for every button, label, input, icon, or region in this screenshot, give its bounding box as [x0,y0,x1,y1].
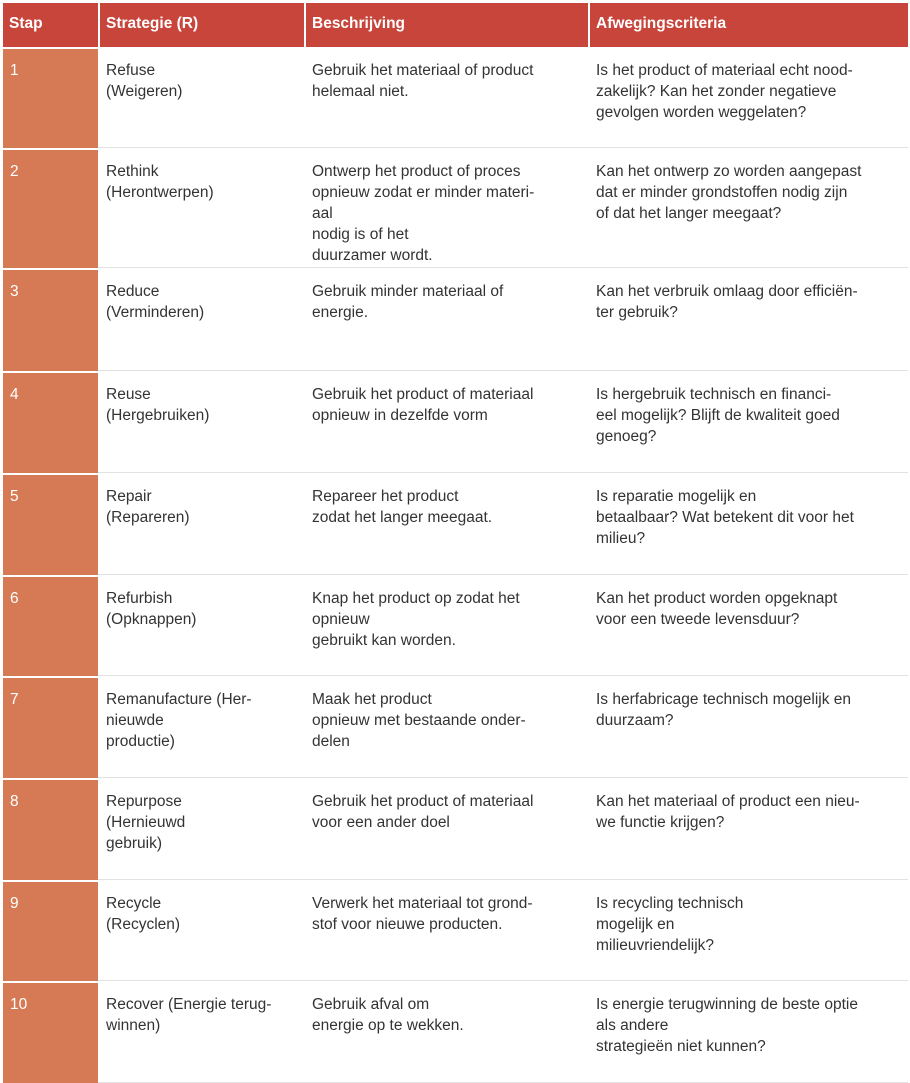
strategy-cell: Reduce (Verminderen) [98,270,304,371]
criteria-cell: Kan het ontwerp zo worden aangepast dat er minder grondstoffen nodig zijn of dat het langer meegaat? [588,150,908,268]
criteria-cell: Is energie terugwinning de beste optie als andere strategieën niet kunnen? [588,983,908,1083]
criteria-cell: Is herfabricage technisch mogelijk en duurzaam? [588,678,908,778]
description-cell: Gebruik het materiaal of product helemaal niet. [304,49,588,148]
description-cell: Gebruik afval om energie op te wekken. [304,983,588,1083]
description-cell: Gebruik minder materiaal of energie. [304,270,588,371]
criteria-cell: Kan het verbruik omlaag door efficiën- ter gebruik? [588,270,908,371]
header-afwegingscriteria: Afwegingscriteria [588,3,908,47]
step-number: 6 [3,577,98,676]
step-number: 4 [3,373,98,473]
description-cell: Verwerk het materiaal tot grond- stof voor nieuwe producten. [304,882,588,981]
criteria-cell: Kan het product worden opgeknapt voor een tweede levensduur? [588,577,908,676]
r-strategies-table [3,3,908,1063]
step-number: 5 [3,475,98,575]
header-beschrijving: Beschrijving [304,3,588,47]
strategy-cell: Rethink (Herontwerpen) [98,150,304,268]
strategy-cell: Refurbish (Opknappen) [98,577,304,676]
step-number: 1 [3,49,98,148]
step-number: 7 [3,678,98,778]
strategy-cell: Recycle (Recyclen) [98,882,304,981]
strategy-cell: Reuse (Hergebruiken) [98,373,304,473]
criteria-cell: Is hergebruik technisch en financi- eel mogelijk? Blijft de kwaliteit goed genoeg? [588,373,908,473]
criteria-cell: Kan het materiaal of product een nieu- we functie krijgen? [588,780,908,880]
strategy-cell: Refuse (Weigeren) [98,49,304,148]
strategy-cell: Recover (Energie terug- winnen) [98,983,304,1083]
description-cell: Repareer het product zodat het langer meegaat. [304,475,588,575]
description-cell: Knap het product op zodat het opnieuw gebruikt kan worden. [304,577,588,676]
step-number: 8 [3,780,98,880]
description-cell: Gebruik het product of materiaal opnieuw in dezelfde vorm [304,373,588,473]
description-cell: Gebruik het product of materiaal voor een ander doel [304,780,588,880]
strategy-cell: Repair (Repareren) [98,475,304,575]
description-cell: Ontwerp het product of proces opnieuw zodat er minder materi- aal nodig is of het duurzamer wordt. [304,150,588,268]
header-strategie: Strategie (R) [98,3,304,47]
criteria-cell: Is het product of materiaal echt nood- zakelijk? Kan het zonder negatieve gevolgen worden weggelaten? [588,49,908,148]
step-number: 2 [3,150,98,268]
step-number: 3 [3,270,98,371]
step-number: 10 [3,983,98,1083]
strategy-cell: Repurpose (Hernieuwd gebruik) [98,780,304,880]
criteria-cell: Is reparatie mogelijk en betaalbaar? Wat betekent dit voor het milieu? [588,475,908,575]
step-number: 9 [3,882,98,981]
strategy-cell: Remanufacture (Her- nieuwde productie) [98,678,304,778]
header-stap: Stap [3,3,98,47]
criteria-cell: Is recycling technisch mogelijk en milieuvriendelijk? [588,882,908,981]
description-cell: Maak het product opnieuw met bestaande onder- delen [304,678,588,778]
